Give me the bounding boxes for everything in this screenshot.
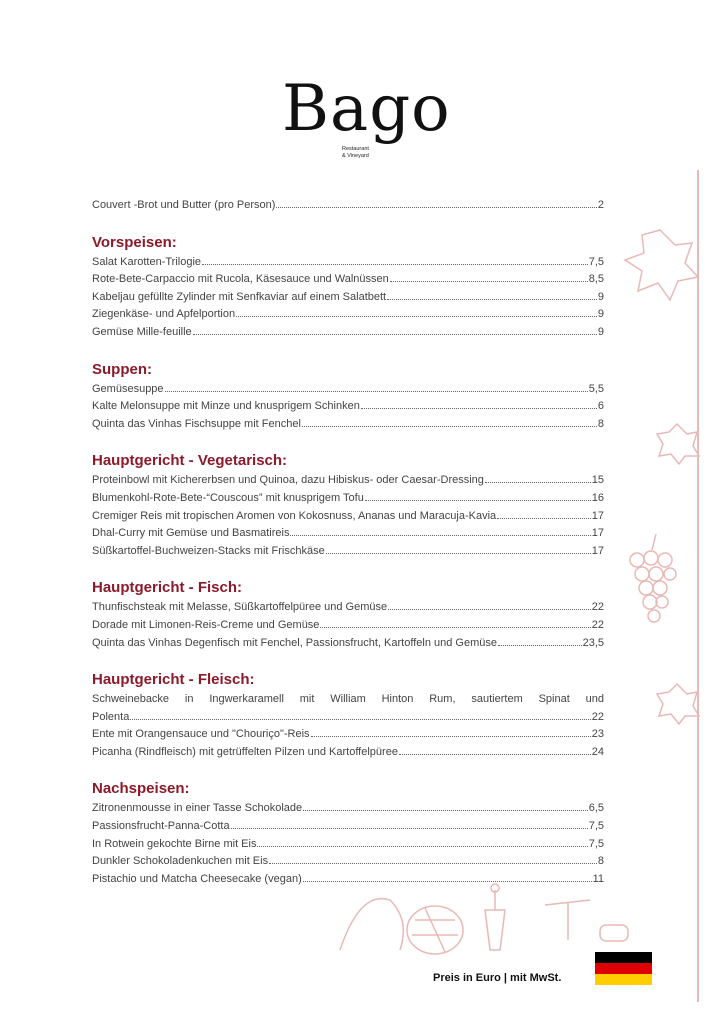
menu-item	[92, 398, 604, 416]
item-price: 23	[591, 728, 604, 741]
dot-leader	[236, 316, 597, 317]
item-name: Rote-Bete-Carpaccio mit Rucola, Käsesauce und Walnüssen	[92, 273, 389, 286]
menu-item	[92, 381, 604, 399]
menu-list	[92, 197, 604, 888]
item-price: 17	[591, 544, 604, 557]
menu-item	[92, 836, 604, 854]
menu-item-wrapped-line: Schweinebacke in Ingwerkaramell mit William Hinton Rum, sautiertem Spinat und	[92, 693, 604, 706]
menu-item	[92, 324, 604, 342]
item-price: 7,5	[588, 837, 604, 850]
item-price: 15	[591, 474, 604, 487]
item-price: 6,5	[588, 802, 604, 815]
item-name: Kabeljau gefüllte Zylinder mit Senfkaviar auf einem Salatbett	[92, 290, 387, 303]
dot-leader	[388, 609, 591, 610]
dot-leader	[390, 281, 588, 282]
dot-leader	[231, 828, 588, 829]
menu-item	[92, 254, 604, 272]
menu-item	[92, 306, 604, 324]
item-name: Süßkartoffel-Buchweizen-Stacks mit Frischkäse	[92, 544, 325, 557]
dot-leader	[290, 535, 590, 536]
grapes-icon	[622, 530, 682, 640]
item-name: Dhal-Curry mit Gemüse und Basmatireis	[92, 527, 290, 540]
menu-item	[92, 818, 604, 836]
item-price: 6	[597, 400, 604, 413]
item-name: Zitronenmousse in einer Tasse Schokolade	[92, 802, 303, 815]
menu-item	[92, 617, 604, 635]
item-price: 22	[591, 618, 604, 631]
item-price: 16	[591, 491, 604, 504]
vine-leaf-icon	[655, 420, 700, 465]
menu-item	[92, 709, 604, 727]
section-suppen	[92, 360, 604, 434]
menu-item	[92, 416, 604, 434]
item-price: 24	[591, 745, 604, 758]
item-name: Ente mit Orangensauce und "Chouriço"-Reis	[92, 728, 310, 741]
item-price: 2	[597, 199, 604, 211]
item-price: 8	[597, 855, 604, 868]
dot-leader	[498, 645, 582, 646]
dot-leader	[326, 553, 591, 554]
dot-leader	[361, 408, 597, 409]
menu-item	[92, 525, 604, 543]
menu-item	[92, 853, 604, 871]
item-price: 7,5	[588, 255, 604, 268]
logo-wordmark: Bago	[282, 72, 451, 146]
item-name: Dorade mit Limonen-Reis-Creme und Gemüse	[92, 618, 320, 631]
menu-item	[92, 289, 604, 307]
item-name: Quinta das Vinhas Fischsuppe mit Fenchel	[92, 417, 301, 430]
dot-leader	[269, 863, 597, 864]
logo-subtitle	[342, 146, 369, 160]
item-name: Pistachio und Matcha Cheesecake (vegan)	[92, 872, 302, 885]
menu-item	[92, 599, 604, 617]
section-heading: Hauptgericht - Fisch:	[92, 579, 243, 597]
item-price: 17	[591, 527, 604, 540]
menu-item	[92, 744, 604, 762]
item-name: Kalte Melonsuppe mit Minze und knusprigem Schinken	[92, 400, 360, 413]
dot-leader	[165, 391, 588, 392]
menu-item	[92, 871, 604, 889]
item-price: 22	[591, 710, 604, 723]
dot-leader	[202, 264, 588, 265]
dot-leader	[365, 500, 591, 501]
menu-item	[92, 508, 604, 526]
menu-item	[92, 635, 604, 653]
menu-item	[92, 472, 604, 490]
section-vorspeisen	[92, 233, 604, 342]
bago-logo	[276, 72, 456, 168]
section-heading: Nachspeisen:	[92, 780, 190, 798]
dot-leader	[193, 334, 597, 335]
item-name: Passionsfrucht-Panna-Cotta	[92, 820, 230, 833]
item-name: Ziegenkäse- und Apfelportion	[92, 308, 236, 321]
dot-leader	[257, 846, 587, 847]
section-heading: Vorspeisen:	[92, 233, 177, 251]
section-fisch	[92, 578, 604, 652]
item-name: Proteinbowl mit Kichererbsen und Quinoa, dazu Hibiskus- oder Caesar-Dressing	[92, 474, 484, 487]
dot-leader	[276, 207, 596, 208]
menu-item	[92, 271, 604, 289]
wine-accessories-illustration	[330, 880, 660, 960]
logo-subtitle-line2: & Vineyard	[342, 153, 369, 159]
item-price: 5,5	[588, 382, 604, 395]
item-price: 7,5	[588, 820, 604, 833]
item-price: 9	[597, 325, 604, 338]
item-name: Blumenkohl-Rote-Bete-“Couscous” mit knusprigem Tofu	[92, 491, 364, 504]
item-name: Quinta das Vinhas Degenfisch mit Fenchel, Passionsfrucht, Kartoffeln und Gemüse	[92, 636, 497, 649]
section-vegetarisch	[92, 451, 604, 560]
dot-leader	[320, 627, 590, 628]
item-price: 23,5	[582, 636, 604, 649]
vine-leaf-icon	[620, 225, 700, 305]
dot-leader	[302, 426, 597, 427]
section-fleisch	[92, 670, 604, 761]
item-name: Polenta	[92, 710, 130, 723]
dot-leader	[387, 299, 597, 300]
item-price: 17	[591, 509, 604, 522]
section-heading: Hauptgericht - Vegetarisch:	[92, 452, 288, 470]
item-name: Couvert -Brot und Butter (pro Person)	[92, 199, 276, 211]
section-heading: Suppen:	[92, 360, 152, 378]
dot-leader	[303, 881, 592, 882]
section-nachspeisen	[92, 779, 604, 888]
item-name: Picanha (Rindfleisch) mit getrüffelten Pilzen und Kartoffelpüree	[92, 745, 398, 758]
item-name: In Rotwein gekochte Birne mit Eis	[92, 837, 257, 850]
dot-leader	[130, 719, 590, 720]
menu-item	[92, 490, 604, 508]
dot-leader	[497, 518, 591, 519]
item-price: 8	[597, 417, 604, 430]
menu-item	[92, 543, 604, 561]
item-name: Gemüsesuppe	[92, 382, 164, 395]
item-price: 22	[591, 601, 604, 614]
item-name: Salat Karotten-Trilogie	[92, 255, 202, 268]
item-price: 9	[597, 290, 604, 303]
item-name: Dunkler Schokoladenkuchen mit Eis	[92, 855, 269, 868]
item-name: Cremiger Reis mit tropischen Aromen von Kokosnuss, Ananas und Maracuja-Kavia	[92, 509, 497, 522]
dot-leader	[311, 736, 591, 737]
vine-leaf-icon	[655, 680, 700, 725]
item-name: Gemüse Mille-feuille	[92, 325, 192, 338]
item-name: Thunfischsteak mit Melasse, Süßkartoffelpüree und Gemüse	[92, 601, 388, 614]
logo-subtitle-line1: Restaurant	[342, 146, 369, 152]
item-price: 11	[592, 872, 604, 885]
item-price: 9	[597, 308, 604, 321]
item-price: 8,5	[588, 273, 604, 286]
section-heading: Hauptgericht - Fleisch:	[92, 671, 255, 689]
price-note: Preis in Euro | mit MwSt.	[433, 972, 562, 984]
dot-leader	[303, 810, 588, 811]
menu-item	[92, 800, 604, 818]
dot-leader	[399, 754, 591, 755]
menu-item-couvert	[92, 197, 604, 215]
dot-leader	[485, 482, 591, 483]
menu-item	[92, 726, 604, 744]
german-flag-icon	[595, 952, 652, 985]
